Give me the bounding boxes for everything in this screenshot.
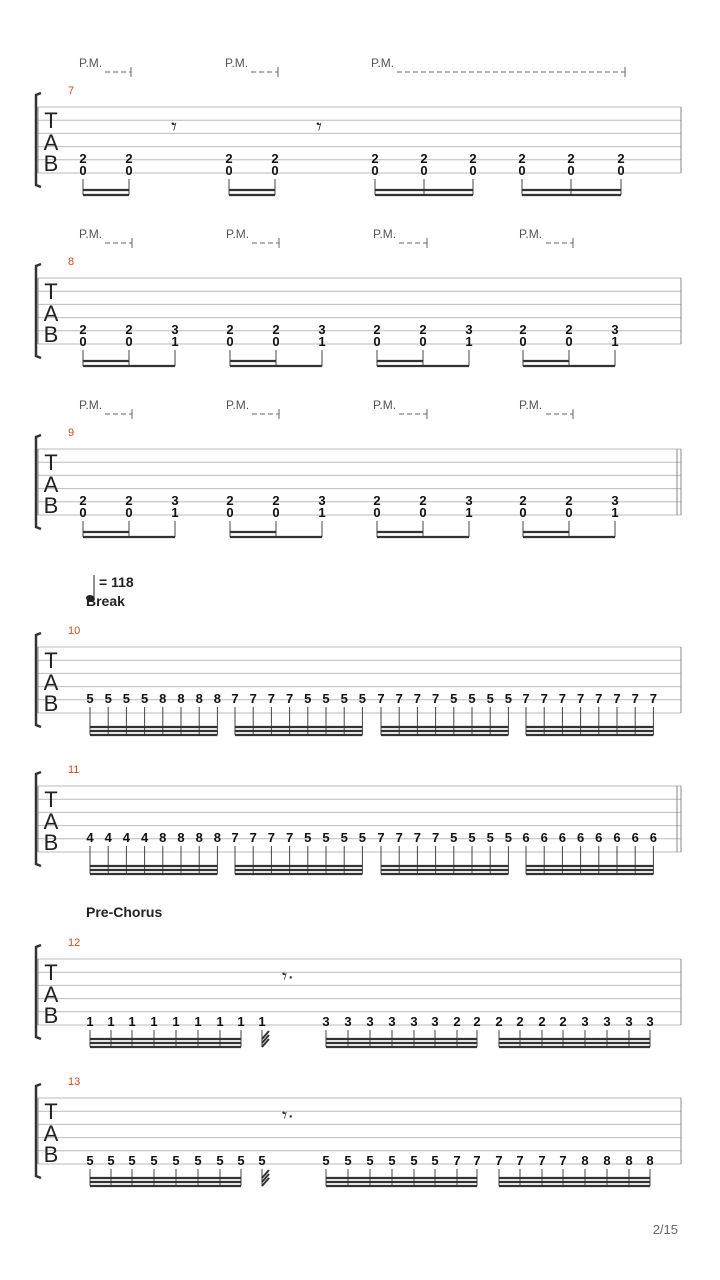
fret-number: 7 — [395, 691, 403, 706]
eighth-rest: 𝄾 — [316, 114, 322, 139]
fret-number: 1 — [216, 1014, 224, 1029]
palm-mute-label: P.M. — [519, 398, 543, 412]
fret-number: 2 — [371, 151, 379, 166]
fret-number: 8 — [646, 1153, 654, 1168]
fret-number: 1 — [465, 334, 473, 349]
fret-number: 2 — [567, 151, 575, 166]
fret-number: 7 — [285, 691, 294, 706]
fret-number: 0 — [617, 163, 625, 178]
fret-number: 1 — [86, 1014, 94, 1029]
palm-mute-label: P.M. — [371, 56, 395, 70]
measure-number: 11 — [68, 764, 80, 776]
measure-number: 7 — [68, 85, 75, 97]
tab-label-b: B — [43, 322, 59, 347]
tab-label-t: T — [44, 960, 58, 985]
tab-label-a: A — [43, 472, 59, 497]
fret-number: 2 — [272, 493, 280, 508]
tab-label-a: A — [43, 1121, 59, 1146]
palm-mute-label: P.M. — [373, 398, 397, 412]
fret-number: 7 — [522, 691, 530, 706]
fret-number: 0 — [79, 334, 87, 349]
fret-number: 2 — [516, 1014, 524, 1029]
fret-number: 2 — [565, 493, 573, 508]
fret-number: 5 — [322, 830, 330, 845]
fret-number: 6 — [540, 830, 548, 845]
fret-number: 2 — [453, 1014, 461, 1029]
fret-number: 4 — [104, 830, 112, 845]
fret-number: 0 — [565, 334, 573, 349]
palm-mute-label: P.M. — [79, 227, 103, 241]
fret-number: 0 — [567, 163, 575, 178]
palm-mute-label: P.M. — [226, 227, 250, 241]
fret-number: 8 — [195, 691, 203, 706]
fret-number: 1 — [318, 505, 326, 520]
fret-number: 3 — [366, 1014, 374, 1029]
fret-number: 3 — [171, 493, 179, 508]
page-number: 2/15 — [652, 1222, 678, 1237]
fret-number: 5 — [86, 691, 94, 706]
fret-number: 5 — [107, 1153, 115, 1168]
fret-number: 7 — [249, 691, 257, 706]
fret-number: 7 — [377, 691, 385, 706]
tab-label-b: B — [43, 1003, 59, 1028]
fret-number: 5 — [450, 691, 458, 706]
fret-number: 1 — [128, 1014, 136, 1029]
fret-number: 1 — [465, 505, 473, 520]
fret-number: 5 — [366, 1153, 374, 1168]
fret-number: 2 — [125, 322, 133, 337]
fret-number: 7 — [538, 1153, 546, 1168]
section-label-break: Break — [86, 593, 125, 609]
fret-number: 1 — [258, 1014, 266, 1029]
fret-number: 7 — [267, 830, 276, 845]
fret-number: 0 — [519, 505, 527, 520]
fret-number: 5 — [122, 691, 131, 706]
tab-staff-3 — [36, 435, 681, 529]
fret-number: 0 — [225, 163, 233, 178]
fret-number: 0 — [419, 334, 427, 349]
fret-number: 0 — [373, 334, 381, 349]
fret-number: 2 — [419, 322, 427, 337]
tab-label-t: T — [44, 450, 58, 475]
fret-number: 3 — [318, 322, 326, 337]
fret-number: 0 — [373, 505, 381, 520]
tab-label-a: A — [43, 670, 59, 695]
fret-number: 2 — [419, 493, 427, 508]
tab-label-a: A — [43, 301, 59, 326]
measure-number: 13 — [68, 1076, 81, 1088]
measure-number: 9 — [68, 427, 75, 439]
fret-number: 5 — [468, 691, 476, 706]
fret-number: 5 — [322, 1153, 330, 1168]
fret-number: 0 — [271, 163, 279, 178]
fret-number: 2 — [271, 151, 279, 166]
fret-number: 0 — [469, 163, 477, 178]
fret-number: 8 — [195, 830, 203, 845]
fret-number: 5 — [322, 691, 330, 706]
tab-label-a: A — [43, 130, 59, 155]
fret-number: 5 — [358, 830, 367, 845]
dotted-rest: 𝄾· — [282, 966, 294, 988]
fret-number: 2 — [79, 151, 87, 166]
fret-number: 2 — [79, 322, 87, 337]
tab-label-t: T — [44, 648, 58, 673]
fret-number: 7 — [413, 691, 422, 706]
fret-number: 8 — [177, 830, 185, 845]
fret-number: 0 — [272, 505, 280, 520]
fret-number: 3 — [388, 1014, 396, 1029]
fret-number: 3 — [344, 1014, 352, 1029]
fret-number: 7 — [231, 830, 239, 845]
fret-number: 5 — [128, 1153, 136, 1168]
fret-number: 8 — [603, 1153, 611, 1168]
fret-number: 7 — [649, 691, 658, 706]
fret-number: 8 — [581, 1153, 589, 1168]
fret-number: 1 — [150, 1014, 158, 1029]
fret-number: 7 — [495, 1153, 503, 1168]
fret-number: 6 — [558, 830, 567, 845]
measure-number: 10 — [68, 625, 81, 637]
fret-number: 1 — [318, 334, 326, 349]
fret-number: 7 — [631, 691, 639, 706]
palm-mute-label: P.M. — [373, 227, 397, 241]
fret-number: 7 — [413, 830, 422, 845]
fret-number: 5 — [237, 1153, 245, 1168]
fret-number: 0 — [226, 334, 234, 349]
fret-number: 5 — [304, 691, 312, 706]
fret-number: 5 — [258, 1153, 266, 1168]
fret-number: 5 — [104, 691, 112, 706]
tab-label-t: T — [44, 787, 58, 812]
tab-label-b: B — [43, 691, 59, 716]
fret-number: 3 — [431, 1014, 439, 1029]
fret-number: 0 — [79, 163, 87, 178]
fret-number: 5 — [450, 830, 458, 845]
fret-number: 5 — [486, 830, 494, 845]
fret-number: 7 — [516, 1153, 524, 1168]
fret-number: 0 — [272, 334, 280, 349]
fret-number: 3 — [611, 322, 619, 337]
fret-number: 2 — [420, 151, 428, 166]
fret-number: 2 — [538, 1014, 546, 1029]
fret-number: 7 — [431, 691, 440, 706]
fret-number: 7 — [473, 1153, 481, 1168]
fret-number: 3 — [318, 493, 326, 508]
fret-number: 7 — [559, 1153, 567, 1168]
tempo-marking: = 118 — [99, 574, 134, 590]
fret-number: 5 — [172, 1153, 180, 1168]
fret-number: 0 — [518, 163, 526, 178]
fret-number: 3 — [465, 493, 473, 508]
fret-number: 8 — [213, 691, 222, 706]
fret-number: 5 — [140, 691, 149, 706]
fret-number: 2 — [226, 493, 234, 508]
palm-mute-label: P.M. — [225, 56, 249, 70]
fret-number: 0 — [419, 505, 427, 520]
fret-number: 2 — [519, 493, 527, 508]
tab-label-t: T — [44, 279, 58, 304]
fret-number: 1 — [171, 334, 179, 349]
fret-number: 7 — [431, 830, 440, 845]
tab-label-a: A — [43, 982, 59, 1007]
fret-number: 7 — [453, 1153, 461, 1168]
fret-number: 0 — [565, 505, 573, 520]
palm-mute-label: P.M. — [226, 398, 250, 412]
fret-number: 8 — [213, 830, 222, 845]
fret-number: 2 — [473, 1014, 481, 1029]
fret-number: 6 — [631, 830, 639, 845]
tab-label-a: A — [43, 809, 59, 834]
fret-number: 2 — [79, 493, 87, 508]
fret-number: 5 — [86, 1153, 94, 1168]
fret-number: 0 — [371, 163, 379, 178]
fret-number: 5 — [468, 830, 476, 845]
palm-mute-label: P.M. — [519, 227, 543, 241]
fret-number: 4 — [140, 830, 149, 845]
dotted-rest: 𝄾· — [282, 1105, 294, 1127]
fret-number: 8 — [159, 691, 167, 706]
fret-number: 7 — [558, 691, 567, 706]
fret-number: 5 — [340, 830, 348, 845]
fret-number: 8 — [625, 1153, 633, 1168]
fret-number: 2 — [495, 1014, 503, 1029]
fret-number: 3 — [611, 493, 619, 508]
fret-number: 2 — [518, 151, 526, 166]
fret-number: 5 — [304, 830, 312, 845]
fret-number: 2 — [225, 151, 233, 166]
fret-number: 2 — [519, 322, 527, 337]
fret-number: 2 — [125, 151, 133, 166]
fret-number: 3 — [646, 1014, 654, 1029]
fret-number: 6 — [576, 830, 585, 845]
fret-number: 7 — [595, 691, 603, 706]
fret-number: 1 — [107, 1014, 115, 1029]
fret-number: 2 — [373, 322, 381, 337]
fret-number: 5 — [410, 1153, 418, 1168]
fret-number: 6 — [522, 830, 530, 845]
fret-number: 3 — [465, 322, 473, 337]
fret-number: 7 — [249, 830, 257, 845]
fret-number: 5 — [431, 1153, 439, 1168]
fret-number: 2 — [272, 322, 280, 337]
fret-number: 6 — [595, 830, 603, 845]
fret-number: 1 — [611, 334, 619, 349]
fret-number: 5 — [344, 1153, 352, 1168]
fret-number: 5 — [216, 1153, 224, 1168]
fret-number: 5 — [358, 691, 367, 706]
fret-number: 2 — [373, 493, 381, 508]
fret-number: 2 — [125, 493, 133, 508]
fret-number: 8 — [159, 830, 167, 845]
fret-number: 5 — [504, 830, 513, 845]
section-label-prechorus: Pre-Chorus — [86, 904, 163, 920]
fret-number: 2 — [617, 151, 625, 166]
fret-number: 6 — [613, 830, 621, 845]
fret-number: 7 — [613, 691, 621, 706]
fret-number: 3 — [410, 1014, 418, 1029]
fret-number: 0 — [420, 163, 428, 178]
fret-number: 1 — [172, 1014, 180, 1029]
fret-number: 1 — [194, 1014, 202, 1029]
fret-number: 1 — [237, 1014, 245, 1029]
fret-number: 7 — [576, 691, 585, 706]
fret-number: 7 — [267, 691, 276, 706]
fret-number: 0 — [226, 505, 234, 520]
fret-number: 6 — [649, 830, 658, 845]
measure-number: 12 — [68, 937, 81, 949]
palm-mute-label: P.M. — [79, 56, 103, 70]
fret-number: 0 — [125, 505, 133, 520]
fret-number: 2 — [469, 151, 477, 166]
fret-number: 5 — [150, 1153, 158, 1168]
fret-number: 3 — [581, 1014, 589, 1029]
measure-number: 8 — [68, 256, 75, 268]
fret-number: 4 — [122, 830, 131, 845]
fret-number: 7 — [377, 830, 385, 845]
fret-number: 2 — [559, 1014, 567, 1029]
eighth-rest: 𝄾 — [171, 114, 177, 139]
tab-label-t: T — [44, 108, 58, 133]
fret-number: 7 — [540, 691, 548, 706]
fret-number: 1 — [171, 505, 179, 520]
tab-staff-2 — [36, 264, 681, 358]
tab-staff-4 — [36, 633, 681, 727]
tab-label-b: B — [43, 1142, 59, 1167]
fret-number: 7 — [395, 830, 403, 845]
fret-number: 0 — [519, 334, 527, 349]
fret-number: 4 — [86, 830, 94, 845]
fret-number: 5 — [388, 1153, 396, 1168]
tab-staff-5 — [36, 772, 681, 866]
fret-number: 5 — [504, 691, 513, 706]
fret-number: 0 — [125, 334, 133, 349]
fret-number: 0 — [125, 163, 133, 178]
fret-number: 3 — [625, 1014, 633, 1029]
fret-number: 0 — [79, 505, 87, 520]
fret-number: 1 — [611, 505, 619, 520]
tab-label-b: B — [43, 830, 59, 855]
fret-number: 3 — [603, 1014, 611, 1029]
fret-number: 8 — [177, 691, 185, 706]
fret-number: 3 — [322, 1014, 330, 1029]
fret-number: 2 — [226, 322, 234, 337]
fret-number: 3 — [171, 322, 179, 337]
tab-label-b: B — [43, 151, 59, 176]
fret-number: 5 — [340, 691, 348, 706]
fret-number: 2 — [565, 322, 573, 337]
tab-label-t: T — [44, 1099, 58, 1124]
tab-label-b: B — [43, 493, 59, 518]
fret-number: 7 — [285, 830, 294, 845]
fret-number: 5 — [194, 1153, 202, 1168]
palm-mute-label: P.M. — [79, 398, 103, 412]
tab-staff-1 — [36, 93, 681, 187]
fret-number: 5 — [486, 691, 494, 706]
fret-number: 7 — [231, 691, 239, 706]
